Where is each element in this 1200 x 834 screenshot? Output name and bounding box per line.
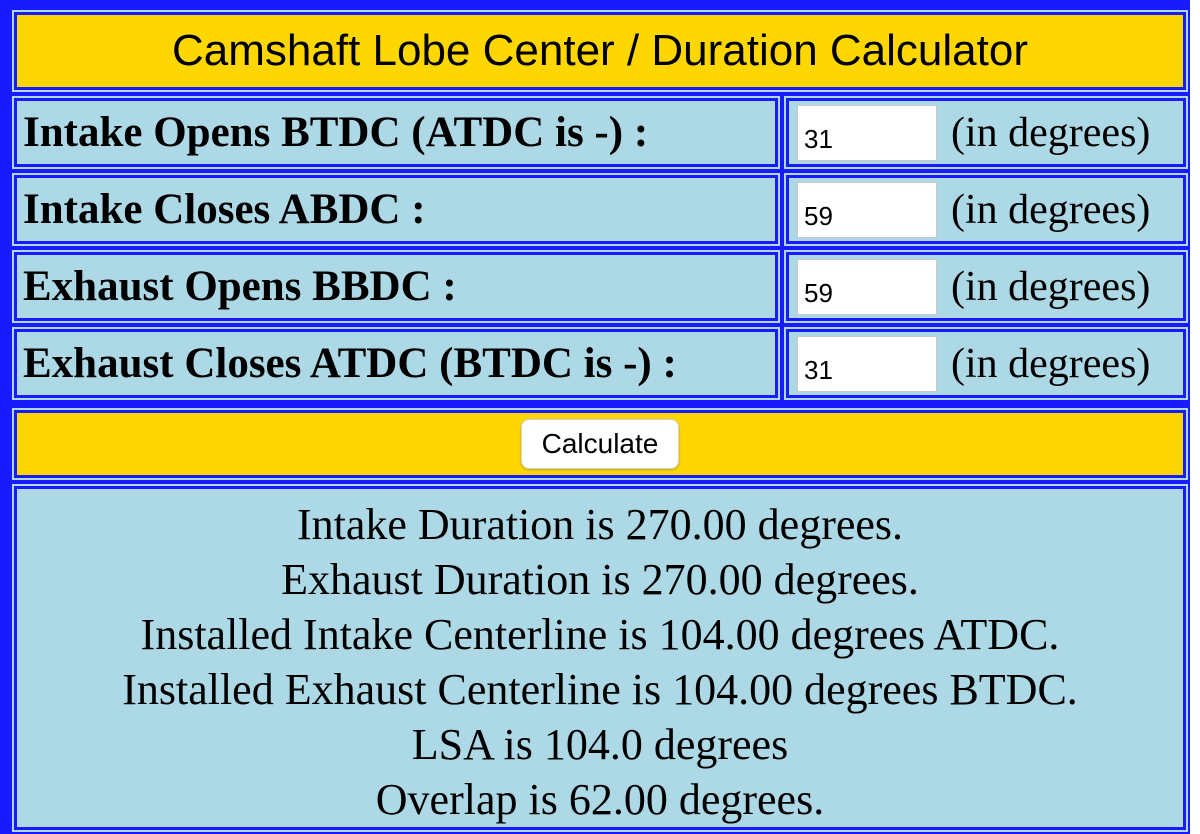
exhaust-closes-unit: (in degrees) <box>951 340 1151 387</box>
intake-opens-label-cell <box>14 98 778 167</box>
exhaust-closes-input[interactable] <box>797 336 937 392</box>
intake-duration-result: Intake Duration is 270.00 degrees. <box>296 500 904 549</box>
calculate-button[interactable]: Calculate <box>521 419 680 469</box>
overlap-result: Overlap is 62.00 degrees. <box>375 775 825 824</box>
exhaust-opens-unit: (in degrees) <box>951 263 1151 310</box>
exhaust-closes-label-cell <box>14 329 778 398</box>
intake-closes-input-cell <box>786 175 1186 244</box>
title-cell <box>14 12 1186 90</box>
intake-opens-label: Intake Opens BTDC (ATDC is -) : <box>23 109 649 156</box>
exhaust-duration-result: Exhaust Duration is 270.00 degrees. <box>281 555 919 604</box>
intake-closes-input[interactable] <box>797 182 937 238</box>
intake-closes-unit: (in degrees) <box>951 186 1151 233</box>
intake-opens-unit: (in degrees) <box>951 109 1151 156</box>
intake-closes-label-cell <box>14 175 778 244</box>
intake-opens-input[interactable] <box>797 105 937 161</box>
exhaust-opens-input-cell <box>786 252 1186 321</box>
exhaust-centerline-result: Installed Exhaust Centerline is 104.00 degrees BTDC. <box>122 665 1078 714</box>
intake-centerline-result: Installed Intake Centerline is 104.00 degrees ATDC. <box>140 610 1060 659</box>
calculate-cell <box>14 410 1186 478</box>
intake-opens-input-cell <box>786 98 1186 167</box>
exhaust-opens-input[interactable] <box>797 259 937 315</box>
results-cell <box>14 486 1186 830</box>
intake-closes-label: Intake Closes ABDC : <box>23 186 426 233</box>
exhaust-closes-label: Exhaust Closes ATDC (BTDC is -) : <box>23 340 677 387</box>
page-title: Camshaft Lobe Center / Duration Calculator <box>172 26 1028 75</box>
exhaust-opens-label: Exhaust Opens BBDC : <box>23 263 457 310</box>
exhaust-opens-label-cell <box>14 252 778 321</box>
exhaust-closes-input-cell <box>786 329 1186 398</box>
lsa-result: LSA is 104.0 degrees <box>411 720 789 769</box>
